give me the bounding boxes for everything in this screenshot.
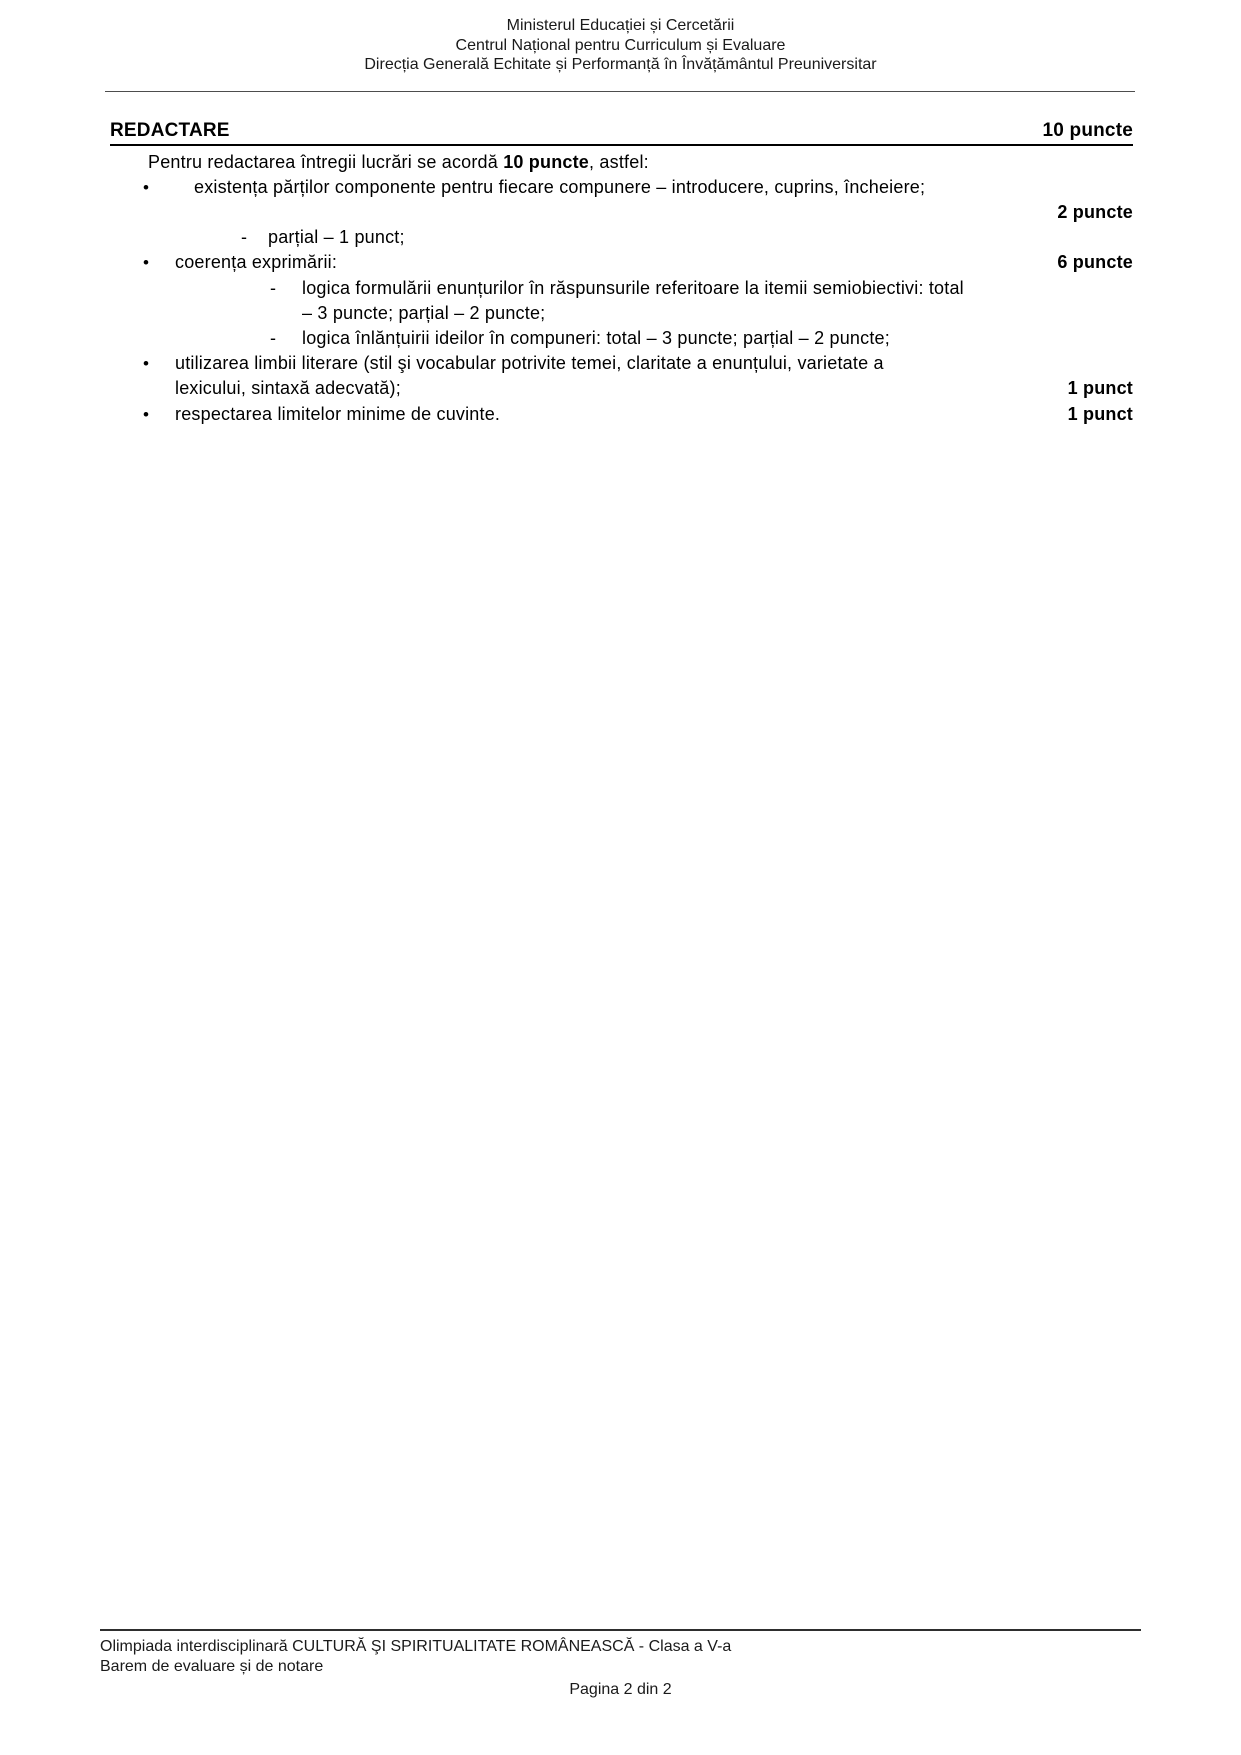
dash-icon: -: [270, 327, 277, 348]
sub-item-logic-statements-line2: – 3 puncte; parțial – 2 puncte;: [302, 302, 546, 323]
sub-item-partial: [110, 225, 1133, 250]
points-value-word-limit: 1 punct: [1067, 403, 1133, 424]
dash-icon: -: [241, 227, 248, 248]
sub-item-logic-statements-line1: logica formulării enunțurilor în răspunsurile referitoare la itemii semiobiectivi: total: [302, 277, 964, 298]
list-item-coherence: [110, 250, 1133, 275]
list-item-language-line2: lexicului, sintaxă adecvată);: [175, 378, 401, 399]
section-total-points: 10 puncte: [1042, 119, 1133, 141]
document-header: [0, 0, 1241, 75]
section-heading-row: [110, 120, 1133, 146]
section-title: REDACTARE: [110, 119, 230, 141]
sub-item-logic-statements-continued: [110, 301, 1133, 326]
points-value-language: 1 punct: [1067, 378, 1133, 399]
section-redactare: [110, 120, 1133, 427]
intro-points-bold: 10 puncte: [503, 151, 590, 172]
points-line-parts: [110, 200, 1133, 225]
list-item-language-line1: utilizarea limbii literare (stil şi vocabular potrivite temei, claritate a enunțului, varietate a: [175, 353, 884, 374]
list-item-word-limit-text: respectarea limitelor minime de cuvinte.: [175, 403, 501, 424]
sub-item-partial-text: parțial – 1 punct;: [268, 227, 405, 248]
intro-text-prefix: Pentru redactarea întregii lucrări se acordă: [148, 151, 504, 172]
header-divider: [105, 91, 1135, 92]
dash-icon: -: [270, 277, 277, 298]
header-line-ministry: Ministerul Educației și Cercetării: [506, 17, 735, 34]
list-item-language-continued: [110, 376, 1133, 401]
bullet-icon: •: [143, 354, 150, 374]
footer-olympiad-title: Olimpiada interdisciplinară CULTURĂ ŞI SPIRITUALITATE ROMÂNEASCĂ - Clasa a V-a: [100, 1638, 732, 1655]
sub-item-logic-statements: [110, 276, 1133, 301]
document-footer: [100, 1629, 1141, 1700]
list-item-coherence-text: coerența exprimării:: [175, 252, 338, 273]
intro-paragraph: [110, 150, 1133, 175]
list-item-language: [110, 351, 1133, 376]
footer-document-type: Barem de evaluare și de notare: [100, 1658, 324, 1675]
header-line-direction: Direcția Generală Echitate și Performanță în Învățământul Preuniversitar: [364, 56, 877, 73]
list-item-word-limit: [110, 402, 1133, 427]
sub-item-logic-ideas: [110, 326, 1133, 351]
sub-item-logic-ideas-text: logica înlănțuirii ideilor în compuneri: total – 3 puncte; parțial – 2 puncte;: [302, 327, 890, 348]
points-value-parts: 2 puncte: [1057, 201, 1133, 222]
intro-text-suffix: , astfel:: [589, 151, 649, 172]
bullet-icon: •: [143, 404, 150, 424]
header-line-center: Centrul Național pentru Curriculum și Evaluare: [455, 36, 786, 54]
points-value-coherence: 6 puncte: [1057, 252, 1133, 273]
list-item-parts: [110, 175, 1133, 200]
page-number: Pagina 2 din 2: [569, 1681, 672, 1698]
list-item-parts-text: existența părților componente pentru fiecare compunere – introducere, cuprins, încheiere;: [194, 176, 926, 197]
bullet-icon: •: [143, 253, 150, 273]
bullet-icon: •: [143, 177, 150, 197]
